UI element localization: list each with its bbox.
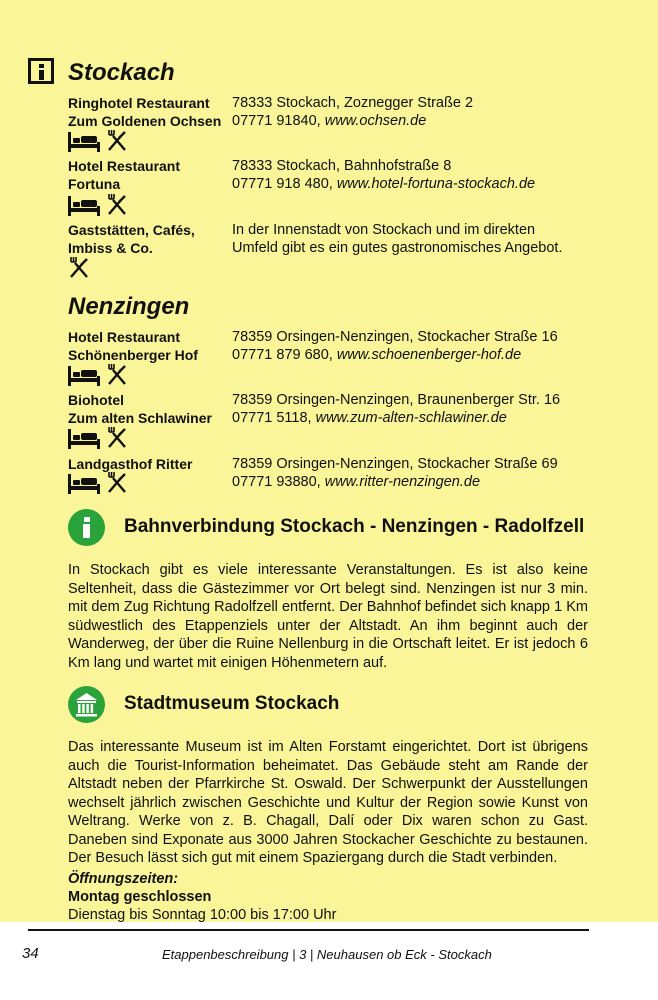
cutlery-icon bbox=[106, 194, 128, 216]
listing-address-block bbox=[232, 455, 632, 491]
listing-icons bbox=[68, 257, 90, 279]
cutlery-icon bbox=[106, 364, 128, 386]
closed-day: Montag geschlossen bbox=[68, 889, 212, 905]
listing-url[interactable]: www.ochsen.de bbox=[324, 113, 427, 129]
listing-address-block bbox=[232, 328, 632, 364]
listing-address: 78359 Orsingen-Nenzingen, Braunenberger Str. 16 bbox=[232, 392, 561, 408]
listing-name: Ringhotel Restaurant Zum Goldenen Ochsen bbox=[68, 95, 222, 129]
cutlery-icon bbox=[68, 257, 90, 279]
listing-address: 78359 Orsingen-Nenzingen, Stockacher Straße 16 bbox=[232, 329, 558, 345]
listing-icons bbox=[68, 472, 128, 494]
info-icon bbox=[28, 58, 54, 84]
bed-icon bbox=[68, 472, 100, 494]
listing-phone: 07771 879 680, bbox=[232, 347, 337, 363]
listing-name: Landgasthof Ritter bbox=[68, 456, 193, 472]
running-footer: Etappenbeschreibung | 3 | Neuhausen ob Eck - Stockach bbox=[162, 947, 492, 962]
opening-hours-label: Öffnungszeiten: bbox=[68, 871, 179, 887]
listing-icons bbox=[68, 427, 128, 449]
section-title-nenzingen: Nenzingen bbox=[68, 293, 190, 320]
listing-address-block bbox=[232, 221, 632, 257]
listing-icons bbox=[68, 130, 128, 152]
listing-address: In der Innenstadt von Stockach und im direkten bbox=[232, 222, 536, 238]
opening-hours bbox=[68, 870, 336, 924]
listing-address: 78333 Stockach, Bahnhofstraße 8 bbox=[232, 158, 452, 174]
bed-icon bbox=[68, 130, 100, 152]
listing-address: 78359 Orsingen-Nenzingen, Stockacher Straße 69 bbox=[232, 456, 558, 472]
listing-description: Umfeld gibt es ein gutes gastronomisches Angebot. bbox=[232, 240, 563, 256]
museum-text: Das interessante Museum ist im Alten Forstamt eingerichtet. Dort ist übrigens auch die Tourist-Information beheimatet. Das Gebäude steht am Rande der Altstadt neben der Pfarrkirche St. Oswald. Der Schwerpunkt der Ausstellungen wechselt jährlich zwischen Geschichte und Kultur der Region sowie Kunst von Weltrang. Werke von z. B. Chagall, Dalí oder Dix waren schon zu Gast. Daneben sind Exponate aus 3000 Jahren Stockacher Geschichte zu bestaunen. Der Besuch lässt sich gut mit einem Spaziergang durch die Stadt verbinden. bbox=[68, 739, 588, 866]
cutlery-icon bbox=[106, 427, 128, 449]
listing-url[interactable]: www.ritter-nenzingen.de bbox=[324, 474, 481, 490]
footer-divider bbox=[28, 929, 589, 931]
listing-address-block bbox=[232, 94, 632, 130]
listing-address-block bbox=[232, 391, 632, 427]
bed-icon bbox=[68, 364, 100, 386]
listing-phone: 07771 91840, bbox=[232, 113, 325, 129]
rail-heading: Bahnverbindung Stockach - Nenzingen - Radolfzell bbox=[124, 516, 585, 537]
listing-icons bbox=[68, 194, 128, 216]
rail-text: In Stockach gibt es viele interessante Veranstaltungen. Es ist also keine Seltenheit, dass die Gästezimmer vor Ort belegt sind. Nenzingen ist nur 3 min. mit dem Zug Richtung Radolfzell entfernt. Der Bahnhof befindet sich knapp 1 Km südwestlich des Etappenziels unter der Altstadt. An ihm beginnt auch der Wanderweg, der über die Ruine Nellenburg in die Ortschaft leitet. Er ist jedoch 6 Km lang und wartet mit einigen Höhenmetern auf. bbox=[68, 562, 588, 671]
museum-heading: Stadtmuseum Stockach bbox=[124, 693, 340, 714]
listing-phone: 07771 5118, bbox=[232, 410, 316, 426]
listing-phone: 07771 93880, bbox=[232, 474, 325, 490]
open-times: Dienstag bis Sonntag 10:00 bis 17:00 Uhr bbox=[68, 907, 337, 923]
listing-address: 78333 Stockach, Zoznegger Straße 2 bbox=[232, 95, 474, 111]
listing-name: Biohotel Zum alten Schlawiner bbox=[68, 392, 212, 426]
section-title-stockach: Stockach bbox=[68, 59, 175, 86]
bed-icon bbox=[68, 427, 100, 449]
cutlery-icon bbox=[106, 130, 128, 152]
listing-url[interactable]: www.schoenenberger-hof.de bbox=[336, 347, 522, 363]
listing-address-block bbox=[232, 157, 632, 193]
listing-url[interactable]: www.hotel-fortuna-stockach.de bbox=[336, 176, 536, 192]
page-number: 34 bbox=[22, 945, 39, 962]
bed-icon bbox=[68, 194, 100, 216]
listing-name: Gaststätten, Cafés, Imbiss & Co. bbox=[68, 222, 195, 256]
listing-phone: 07771 918 480, bbox=[232, 176, 337, 192]
listing-icons bbox=[68, 364, 128, 386]
info-circle-icon bbox=[68, 509, 105, 546]
museum-icon bbox=[68, 686, 105, 723]
cutlery-icon bbox=[106, 472, 128, 494]
listing-name: Hotel Restaurant Schönenberger Hof bbox=[68, 329, 198, 363]
listing-url[interactable]: www.zum-alten-schlawiner.de bbox=[315, 410, 507, 426]
listing-name: Hotel Restaurant Fortuna bbox=[68, 158, 181, 192]
